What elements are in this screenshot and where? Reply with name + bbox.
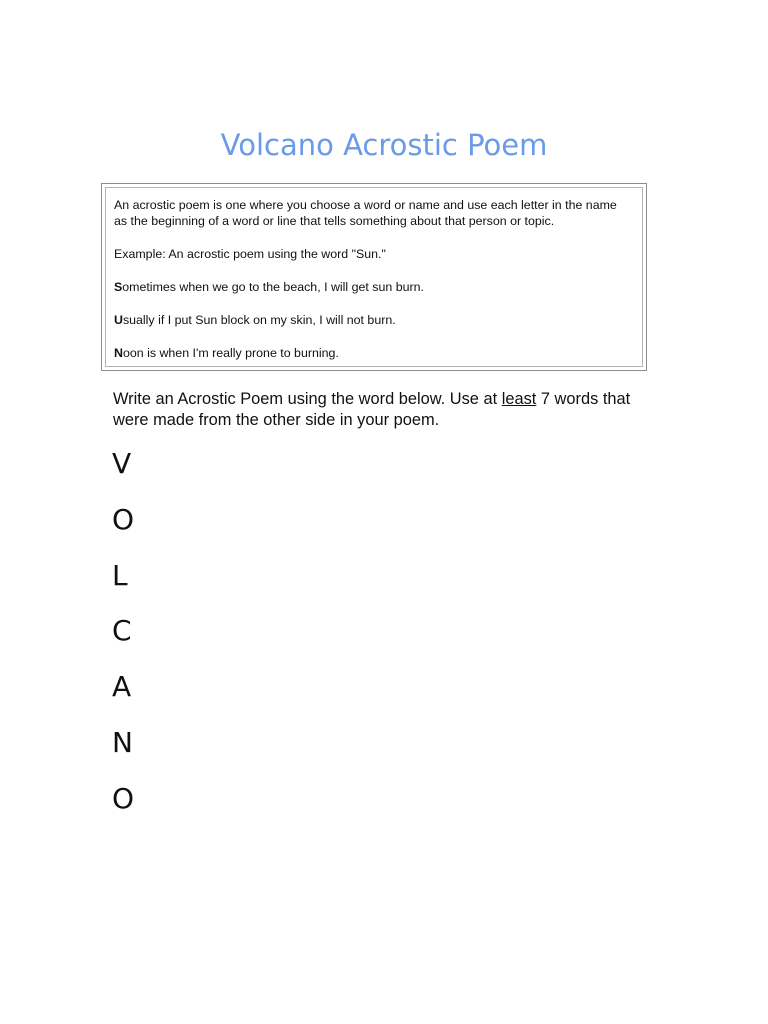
- example-intro: Example: An acrostic poem using the word "Sun.": [114, 247, 386, 261]
- example-line-u: [114, 312, 642, 328]
- acrostic-letter: N: [112, 725, 133, 759]
- example-line-n: [114, 345, 642, 361]
- example-text: oon is when I'm really prone to burning.: [122, 346, 339, 360]
- acrostic-letter: A: [112, 670, 132, 704]
- example-initial: U: [114, 313, 123, 327]
- example-text: ometimes when we go to the beach, I will get sun burn.: [122, 280, 424, 294]
- definition-line-2: as the beginning of a word or line that tells something about that person or topic.: [114, 214, 555, 228]
- instructions-text: 7 words that: [536, 390, 631, 408]
- example-text: sually if I put Sun block on my skin, I will not burn.: [122, 313, 396, 327]
- example-line-s: [114, 279, 642, 295]
- acrostic-letters: [112, 447, 135, 841]
- example-initial: N: [114, 346, 123, 360]
- acrostic-explanation-box: [101, 183, 647, 371]
- acrostic-letter: O: [112, 781, 135, 815]
- acrostic-letter: L: [112, 558, 128, 592]
- acrostic-letter: O: [112, 502, 135, 536]
- instructions-text: Write an Acrostic Poem using the word below. Use at: [113, 390, 502, 408]
- acrostic-letter: V: [112, 447, 132, 480]
- instructions: [113, 389, 693, 431]
- instructions-line-1: [113, 389, 693, 410]
- emphasis-least: least: [501, 390, 537, 408]
- instructions-line-2: were made from the other side in your poem.: [113, 411, 440, 429]
- acrostic-letter: C: [112, 614, 132, 648]
- page-title: Volcano Acrostic Poem: [220, 128, 548, 162]
- acrostic-explanation-inner: [105, 187, 643, 367]
- example-initial: S: [114, 280, 123, 294]
- definition-line-1: An acrostic poem is one where you choose a word or name and use each letter in the name: [114, 198, 617, 212]
